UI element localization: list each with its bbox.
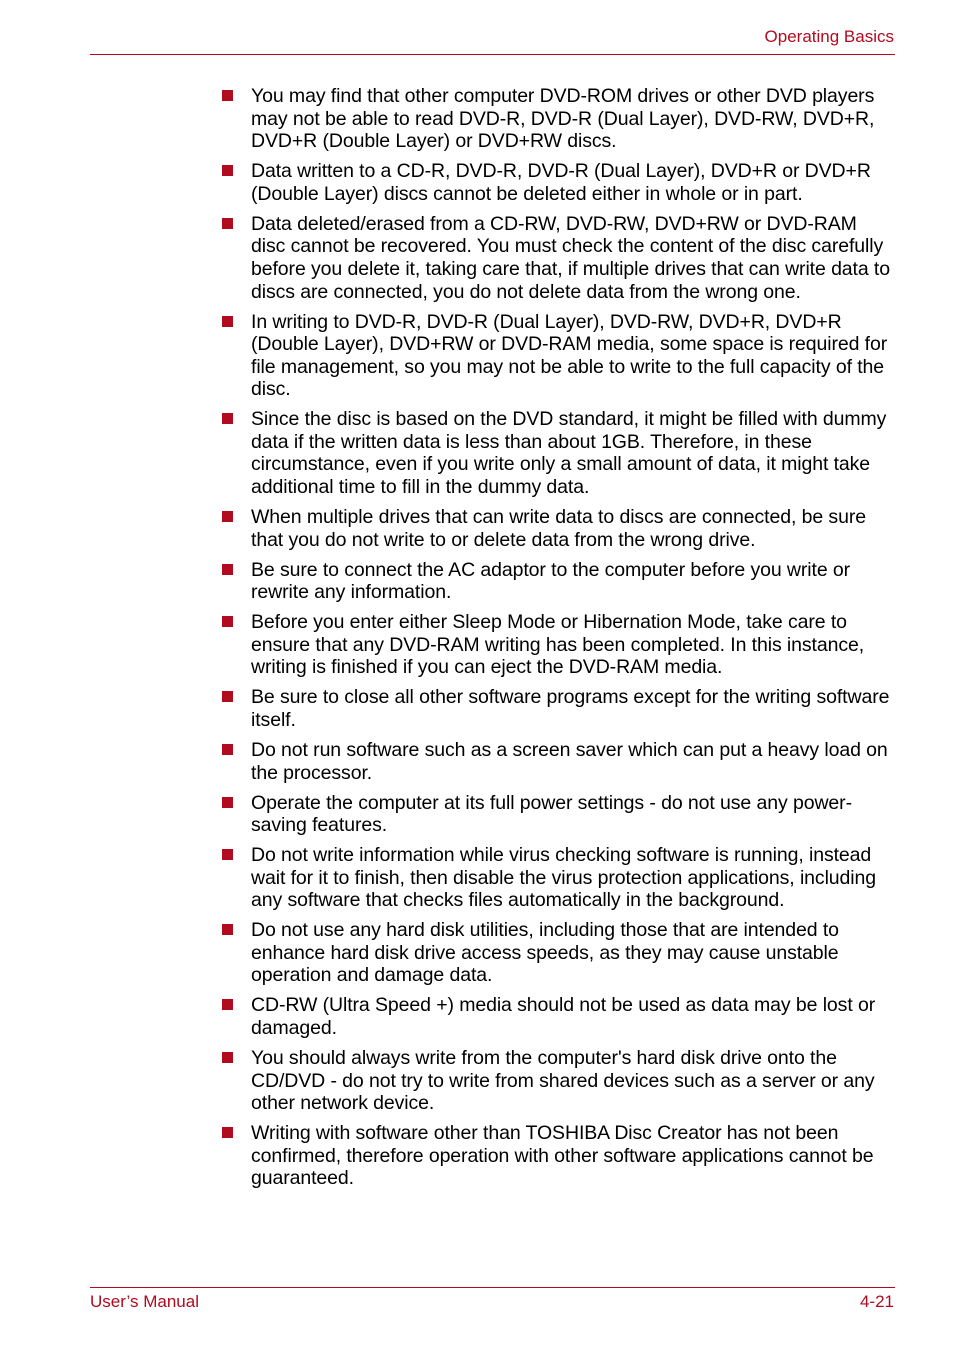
list-item: [220, 85, 896, 153]
list-item-text: When multiple drives that can write data to discs are connected, be sure that you do not write to or delete data from the wrong drive.: [251, 506, 866, 551]
square-bullet-icon: [222, 218, 233, 229]
list-item-text: Since the disc is based on the DVD standard, it might be filled with dummy data if the written data is less than about 1GB. Therefore, in these circumstance, even if you write only a small amount of data, it might take additional time to fill in the dummy data.: [251, 408, 887, 499]
list-item-text: Be sure to connect the AC adaptor to the computer before you write or rewrite any information.: [251, 558, 851, 604]
list-item: [220, 792, 896, 837]
list-item-text: CD-RW (Ultra Speed +) media should not be used as data may be lost or damaged.: [251, 994, 876, 1040]
list-item-text: Be sure to close all other software programs except for the writing software itself.: [251, 686, 890, 731]
list-item-text: You should always write from the computer's hard disk drive onto the CD/DVD - do not try to write from shared devices such as a server or any other network device.: [251, 1047, 875, 1115]
page-number: 4-21: [859, 1292, 894, 1311]
list-item-text: Operate the computer at its full power settings - do not use any power-saving features.: [251, 791, 852, 837]
list-item-text: Data deleted/erased from a CD-RW, DVD-RW, DVD+RW or DVD-RAM disc cannot be recovered. You must check the content of the disc carefully before you delete it, taking care that, if multiple drives that can write data to discs are connected, you do not delete data from the wrong one.: [251, 212, 890, 303]
list-item-text: Do not run software such as a screen saver which can put a heavy load on the processor.: [251, 738, 888, 784]
square-bullet-icon: [222, 1127, 233, 1138]
square-bullet-icon: [222, 744, 233, 755]
list-item-text: Do not write information while virus checking software is running, instead wait for it to finish, then disable the virus protection applications, including any software that checks files automatically in the background.: [251, 844, 877, 912]
square-bullet-icon: [222, 564, 233, 575]
square-bullet-icon: [222, 90, 233, 101]
list-item-text: Writing with software other than TOSHIBA Disc Creator has not been confirmed, therefore operation with other software applications cannot be guaranteed.: [251, 1122, 874, 1190]
list-item: [220, 506, 896, 551]
list-item: [220, 844, 896, 912]
list-item: [220, 994, 896, 1039]
list-item: [220, 611, 896, 679]
square-bullet-icon: [222, 511, 233, 522]
list-item: [220, 1047, 896, 1115]
footer-manual-title: User’s Manual: [90, 1292, 199, 1311]
bullet-list: [220, 85, 896, 1197]
list-item: [220, 213, 896, 303]
list-item: [220, 1122, 896, 1190]
square-bullet-icon: [222, 849, 233, 860]
list-item-text: In writing to DVD-R, DVD-R (Dual Layer), DVD-RW, DVD+R, DVD+R (Double Layer), DVD+RW or DVD-RAM media, some space is required for file management, so you may not be able to write to the full capacity of the disc.: [251, 310, 888, 401]
list-item: [220, 686, 896, 731]
list-item-text: You may find that other computer DVD-ROM drives or other DVD players may not be able to read DVD-R, DVD-R (Dual Layer), DVD-RW, DVD+R, DVD+R (Double Layer) or DVD+RW discs.: [251, 85, 875, 153]
list-item-text: Do not use any hard disk utilities, including those that are intended to enhance hard disk drive access speeds, as they may cause unstable operation and damage data.: [251, 919, 839, 987]
list-item: [220, 739, 896, 784]
square-bullet-icon: [222, 691, 233, 702]
square-bullet-icon: [222, 316, 233, 327]
square-bullet-icon: [222, 1052, 233, 1063]
page-header-title: Operating Basics: [764, 27, 894, 46]
list-item-text: Data written to a CD-R, DVD-R, DVD-R (Dual Layer), DVD+R or DVD+R (Double Layer) discs cannot be deleted either in whole or in part.: [251, 160, 871, 205]
list-item: [220, 919, 896, 987]
square-bullet-icon: [222, 924, 233, 935]
list-item: [220, 559, 896, 604]
header-divider: [90, 54, 895, 55]
list-item: [220, 160, 896, 205]
square-bullet-icon: [222, 616, 233, 627]
square-bullet-icon: [222, 413, 233, 424]
square-bullet-icon: [222, 165, 233, 176]
footer-divider: [90, 1287, 895, 1288]
square-bullet-icon: [222, 999, 233, 1010]
list-item-text: Before you enter either Sleep Mode or Hibernation Mode, take care to ensure that any DVD-RAM writing has been completed. In this instance, writing is finished if you can eject the DVD-RAM media.: [251, 611, 865, 679]
square-bullet-icon: [222, 797, 233, 808]
list-item: [220, 408, 896, 498]
list-item: [220, 311, 896, 401]
